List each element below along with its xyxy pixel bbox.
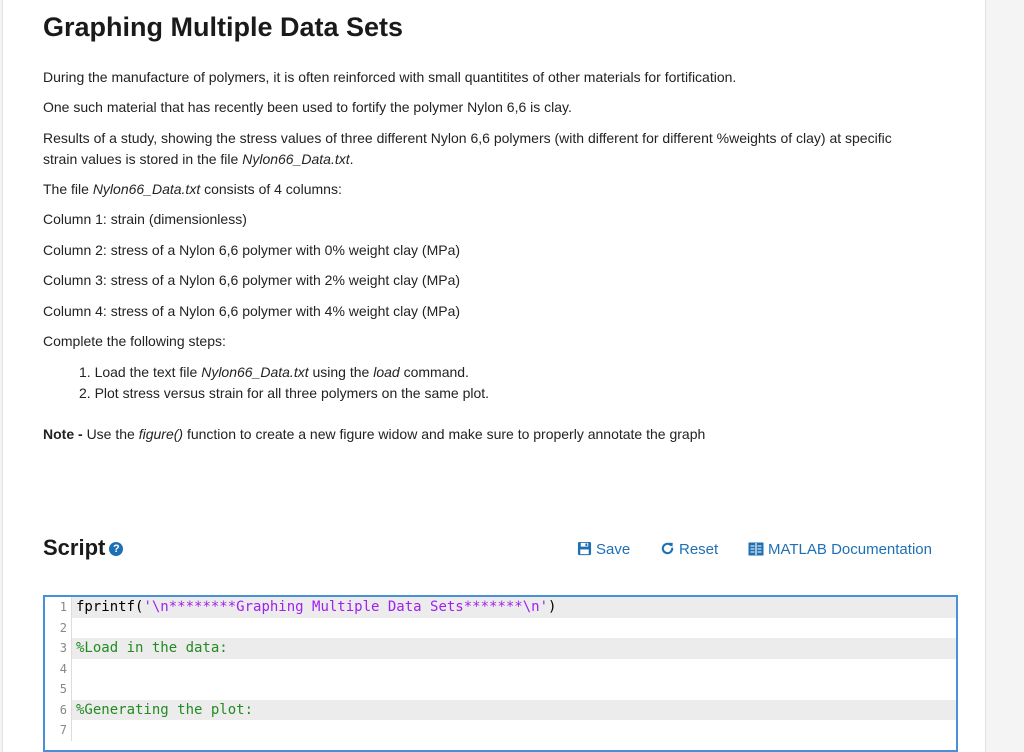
step-item-2: 2. Plot stress versus strain for all three polymers on the same plot.: [79, 385, 490, 401]
editor-line[interactable]: [45, 597, 956, 618]
code-editor[interactable]: [43, 595, 958, 752]
page-title: Graphing Multiple Data Sets: [43, 12, 404, 42]
code-function: fprintf(: [76, 599, 144, 615]
file-desc-text: The file: [43, 181, 93, 197]
note-label: Note -: [43, 426, 87, 442]
script-title: Script: [43, 535, 106, 560]
column-2-description: Column 2: stress of a Nylon 6,6 polymer with 0% weight clay (MPa): [43, 242, 461, 258]
script-heading: [43, 535, 123, 561]
line-number: 7: [45, 720, 72, 741]
step-1-command: load: [373, 364, 400, 380]
line-code[interactable]: [72, 679, 956, 700]
editor-line[interactable]: [45, 720, 956, 741]
editor-line[interactable]: [45, 679, 956, 700]
intro-paragraph-2: One such material that has recently been used to fortify the polymer Nylon 6,6 is clay.: [43, 99, 572, 115]
line-code[interactable]: %Load in the data:: [72, 638, 956, 659]
save-button[interactable]: [577, 541, 630, 560]
intro-3-text: Results of a study, showing the stress values of three different Nylon 6,6 polymers (with different for different %weights of clay) at specific strain values is stored in the file: [43, 130, 892, 167]
line-number: 1: [45, 597, 72, 618]
step-1-filename: Nylon66_Data.txt: [201, 364, 309, 380]
data-filename: Nylon66_Data.txt: [242, 151, 350, 167]
column-3-description: Column 3: stress of a Nylon 6,6 polymer with 2% weight clay (MPa): [43, 272, 461, 288]
book-icon: [748, 542, 764, 560]
refresh-icon: [660, 541, 675, 560]
step-1-text: 1. Load the text file: [79, 364, 202, 380]
file-description: [43, 179, 342, 200]
line-code[interactable]: %Generating the plot:: [72, 700, 956, 721]
line-code[interactable]: [72, 720, 956, 741]
line-code[interactable]: [72, 659, 956, 680]
question-circle-icon[interactable]: ?: [109, 542, 123, 556]
line-number: 4: [45, 659, 72, 680]
step-1-end: command.: [399, 364, 469, 380]
matlab-documentation-link[interactable]: [748, 541, 932, 560]
note-text-end: function to create a new figure widow and make sure to properly annotate the graph: [183, 426, 706, 442]
line-number: 2: [45, 618, 72, 639]
note-paragraph: [43, 424, 705, 445]
step-1-mid: using the: [308, 364, 374, 380]
editor-line[interactable]: [45, 638, 956, 659]
file-desc-filename: Nylon66_Data.txt: [92, 181, 201, 197]
file-desc-end: consists of 4 columns:: [200, 181, 342, 197]
save-label: Save: [596, 541, 631, 558]
line-number: 6: [45, 700, 72, 721]
intro-paragraph-3: [43, 128, 923, 170]
editor-line[interactable]: [45, 618, 956, 639]
reset-button[interactable]: [660, 541, 718, 560]
documentation-label: MATLAB Documentation: [768, 541, 932, 558]
note-function: figure(): [138, 426, 184, 442]
problem-panel: [2, 0, 986, 752]
line-number: 5: [45, 679, 72, 700]
steps-intro: Complete the following steps:: [43, 333, 226, 349]
reset-label: Reset: [679, 541, 719, 558]
step-item-1: [79, 362, 489, 383]
intro-paragraph-1: During the manufacture of polymers, it is often reinforced with small quantitites of other materials for fortification.: [43, 69, 737, 85]
steps-list: [79, 362, 489, 404]
floppy-disk-icon: [577, 541, 592, 560]
intro-3-end: .: [349, 151, 354, 167]
line-code[interactable]: [72, 597, 956, 618]
line-number: 3: [45, 638, 72, 659]
note-text: Use the: [86, 426, 139, 442]
line-code[interactable]: [72, 618, 956, 639]
editor-line[interactable]: [45, 659, 956, 680]
code-string: '\n********Graphing Multiple Data Sets*******\n': [143, 599, 549, 615]
column-4-description: Column 4: stress of a Nylon 6,6 polymer with 4% weight clay (MPa): [43, 303, 461, 319]
editor-line[interactable]: [45, 700, 956, 721]
column-1-description: Column 1: strain (dimensionless): [43, 211, 247, 227]
code-paren: ): [548, 599, 557, 615]
